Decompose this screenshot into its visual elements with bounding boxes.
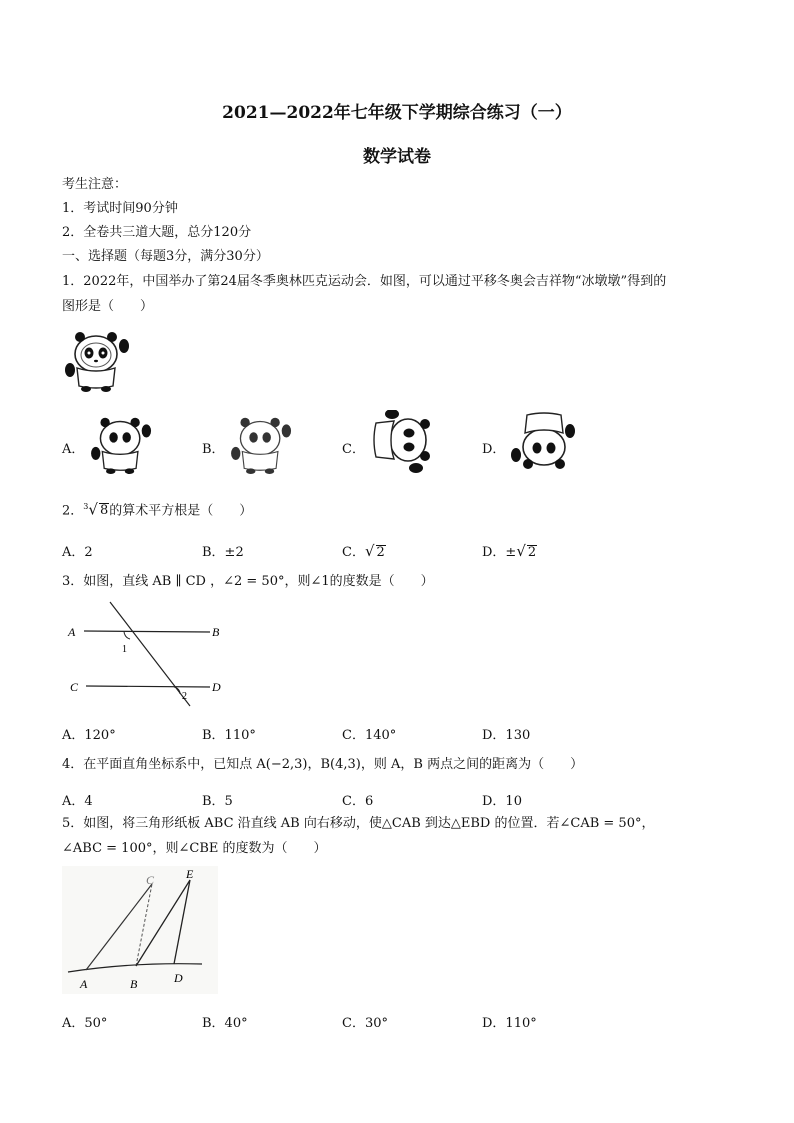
point-label-d: D xyxy=(174,971,183,985)
question-4-options xyxy=(62,790,622,810)
option-d[interactable]: D．110° xyxy=(482,1016,537,1031)
option-a[interactable]: A．50° xyxy=(62,1016,108,1031)
mascot-image xyxy=(506,408,578,474)
option-c[interactable]: C．√ 2 xyxy=(342,542,385,560)
option-b[interactable]: B．±2 xyxy=(202,545,244,560)
question-4-text: 4．在平面直角坐标系中，已知点 A(−2,3)，B(4,3)，则 A，B 两点之间的距离为（ ） xyxy=(62,757,584,772)
notice-item: 1．考试时间90分钟 xyxy=(62,201,178,216)
option-c[interactable]: C．140° xyxy=(342,728,397,743)
option-b[interactable]: B． xyxy=(202,442,225,457)
option-d[interactable]: D．130 xyxy=(482,728,531,743)
option-d[interactable]: D．10 xyxy=(482,794,522,809)
angle-label-1: 1 xyxy=(122,644,127,655)
question-3-text: 3．如图，直线 AB ∥ CD ，∠2 = 50°，则∠1的度数是（ ） xyxy=(62,574,434,589)
exam-subtitle: 数学试卷 xyxy=(363,147,431,167)
exam-title: 2021—2022年七年级下学期综合练习（一） xyxy=(222,103,572,123)
point-label-a: A xyxy=(80,977,88,991)
mascot-image xyxy=(86,414,158,474)
question-3-options xyxy=(62,724,622,744)
point-label-b: B xyxy=(130,977,138,991)
question-5-text: ∠ABC = 100°，则∠CBE 的度数为（ ） xyxy=(62,841,327,856)
notice-item: 2．全卷共三道大题，总分120分 xyxy=(62,225,252,240)
question-2-options xyxy=(62,541,622,561)
point-label-e: E xyxy=(186,867,194,881)
option-a[interactable]: A．2 xyxy=(62,545,93,560)
option-b[interactable]: B．40° xyxy=(202,1016,248,1031)
question-2-text: 2．$^3$√ 8的算术平方根是（ ） xyxy=(62,500,253,519)
option-a[interactable]: A．4 xyxy=(62,794,93,809)
point-label-a: A xyxy=(68,625,76,639)
point-label-c: C xyxy=(70,680,79,694)
option-d[interactable]: D． xyxy=(482,442,506,457)
option-c[interactable]: C．30° xyxy=(342,1016,388,1031)
parallel-lines-figure xyxy=(62,600,232,710)
option-c[interactable]: C． xyxy=(342,442,365,457)
question-1-text: 1．2022年，中国举办了第24届冬季奥林匹克运动会．如图，可以通过平移冬奥会吉祥物“冰墩墩”得到的 xyxy=(62,274,667,289)
mascot-image xyxy=(62,328,134,392)
option-d[interactable]: D．±√ 2 xyxy=(482,542,537,560)
option-b[interactable]: B．5 xyxy=(202,794,233,809)
question-1-text: 图形是（ ） xyxy=(62,299,154,314)
question-5-text: 5．如图，将三角形纸板 ABC 沿直线 AB 向右移动，使△CAB 到达△EBD 的位置．若∠CAB = 50°， xyxy=(62,816,655,831)
option-c[interactable]: C．6 xyxy=(342,794,374,809)
section-heading: 一、选择题（每题3分，满分30分） xyxy=(62,249,269,264)
option-a[interactable]: A．120° xyxy=(62,728,116,743)
question-5-options xyxy=(62,1012,622,1032)
triangle-translation-figure xyxy=(62,866,218,994)
option-a[interactable]: A． xyxy=(62,442,85,457)
notice-header: 考生注意： xyxy=(62,177,128,192)
mascot-image xyxy=(226,414,298,474)
mascot-image xyxy=(366,410,438,474)
point-label-c: C xyxy=(146,873,155,887)
point-label-d: D xyxy=(212,680,221,694)
option-b[interactable]: B．110° xyxy=(202,728,256,743)
point-label-b: B xyxy=(212,625,220,639)
angle-label-2: 2 xyxy=(182,691,187,702)
